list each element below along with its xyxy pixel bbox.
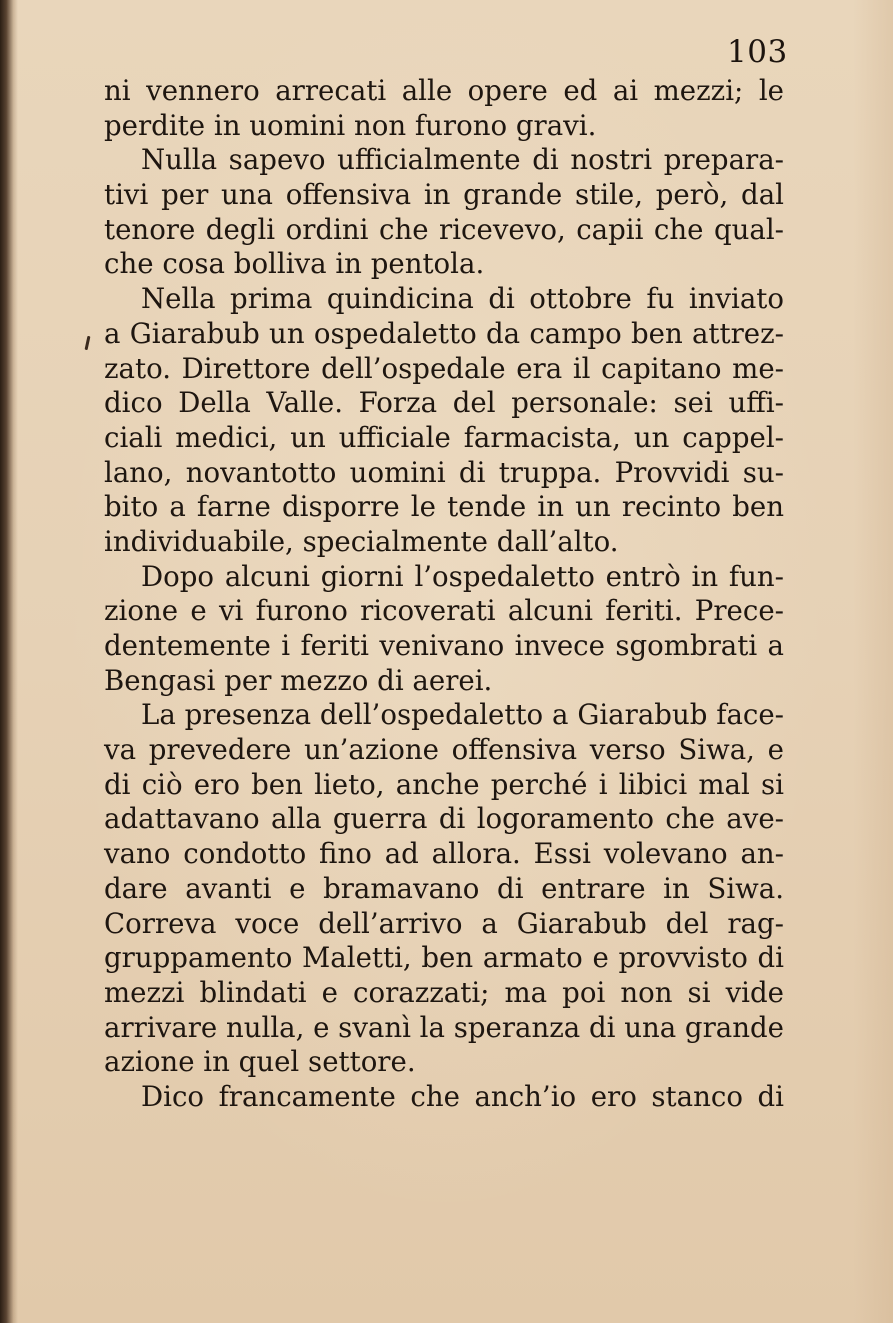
- text-line: tenore degli ordini che ricevevo, capii che qual-: [104, 212, 784, 246]
- text-line: adattavano alla guerra di logoramento che ave-: [104, 802, 784, 836]
- text-line: di ciò ero ben lieto, anche perché i libici mal si: [104, 767, 784, 801]
- text-line: Correva voce dell’arrivo a Giarabub del rag-: [104, 906, 784, 940]
- text-line: lano, novantotto uomini di truppa. Provvidi su-: [104, 455, 784, 489]
- text-line: gruppamento Maletti, ben armato e provvisto di: [104, 941, 784, 975]
- text-line: va prevedere un’azione offensiva verso Siwa, e: [104, 733, 784, 767]
- text-line: ciali medici, un ufficiale farmacista, un cappel-: [104, 420, 784, 454]
- body-text: [104, 74, 784, 1115]
- text-line: Dico francamente che anch’io ero stanco di: [141, 1079, 784, 1113]
- text-line: vano condotto fino ad allora. Essi volevano an-: [104, 837, 784, 871]
- text-line: Nella prima quindicina di ottobre fu inviato: [141, 282, 784, 316]
- text-line: a Giarabub un ospedaletto da campo ben attrez-: [104, 316, 784, 350]
- page-edge-shade: [853, 0, 893, 1323]
- page-number: 103: [727, 34, 788, 70]
- text-line: Bengasi per mezzo di aerei.: [104, 663, 493, 697]
- text-line: individuabile, specialmente dall’alto.: [104, 524, 619, 558]
- text-line: zione e vi furono ricoverati alcuni feriti. Prece-: [104, 594, 784, 628]
- text-line: bito a farne disporre le tende in un recinto ben: [104, 490, 784, 524]
- text-line: Nulla sapevo ufficialmente di nostri prepara-: [141, 143, 784, 177]
- text-line: arrivare nulla, e svanì la speranza di una grande: [104, 1010, 784, 1044]
- text-line: Dopo alcuni giorni l’ospedaletto entrò in fun-: [141, 559, 784, 593]
- text-line: che cosa bolliva in pentola.: [104, 247, 485, 281]
- text-line: mezzi blindati e corazzati; ma poi non si vide: [104, 975, 784, 1009]
- book-spine-shadow: [0, 0, 18, 1323]
- text-line: dare avanti e bramavano di entrare in Siwa.: [104, 871, 784, 905]
- text-line: dentemente i feriti venivano invece sgombrati a: [104, 629, 784, 662]
- text-line: perdite in uomini non furono gravi.: [104, 108, 597, 142]
- text-line: La presenza dell’ospedaletto a Giarabub face-: [141, 698, 784, 732]
- text-line: tivi per una offensiva in grande stile, però, dal: [104, 178, 784, 212]
- text-line: dico Della Valle. Forza del personale: sei uffi-: [104, 386, 784, 420]
- margin-mark: [85, 336, 91, 350]
- text-line: azione in quel settore.: [104, 1045, 416, 1079]
- text-line: ni vennero arrecati alle opere ed ai mezzi; le: [104, 74, 784, 107]
- text-line: zato. Direttore dell’ospedale era il capitano me-: [104, 351, 784, 385]
